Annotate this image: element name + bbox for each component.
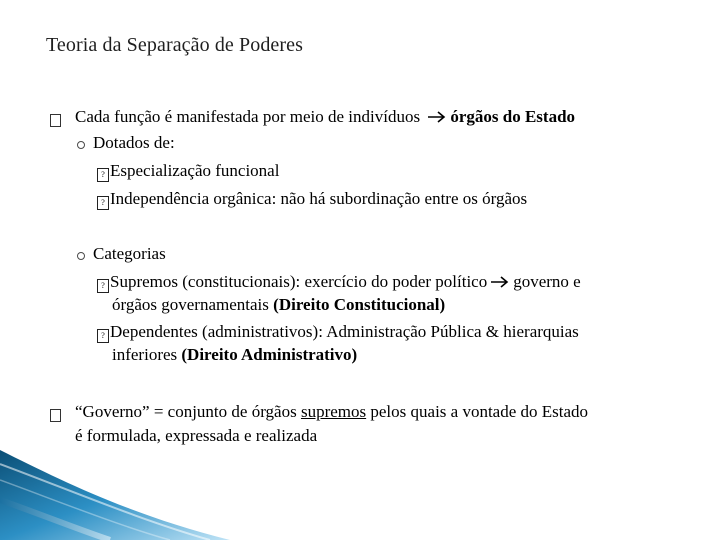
right-arrow-icon bbox=[427, 111, 447, 123]
categorias-label: Categorias bbox=[93, 244, 166, 263]
ring-bullet-icon bbox=[77, 252, 85, 260]
missing-glyph-icon: ? bbox=[97, 168, 109, 182]
categorias-item-2-line-2: inferiores (Direito Administrativo) bbox=[112, 345, 358, 364]
bullet-1 bbox=[75, 106, 575, 128]
page-title: Teoria da Separação de Poderes bbox=[46, 34, 304, 56]
decorative-swoosh bbox=[0, 450, 240, 540]
bullet-2-line-2: é formulada, expressada e realizada bbox=[75, 426, 318, 445]
categorias-item-1-line-2: órgãos governamentais (Direito Constitucional) bbox=[112, 295, 446, 314]
categorias-item-2-line-1: ? Dependentes (administrativos): Administração Pública & hierarquias bbox=[97, 321, 579, 343]
bullet-box-icon bbox=[50, 409, 61, 422]
dotados-item-1: ? Especialização funcional bbox=[97, 160, 279, 182]
missing-glyph-icon: ? bbox=[97, 196, 109, 210]
bullet-1-text: Cada função é manifestada por meio de indivíduos bbox=[75, 107, 421, 126]
missing-glyph-icon: ? bbox=[97, 329, 109, 343]
bullet-2-line-1: “Governo” = conjunto de órgãos supremos pelos quais a vontade do Estado bbox=[75, 402, 589, 421]
dotados-item-2: ? Independência orgânica: não há subordinação entre os órgãos bbox=[97, 188, 527, 210]
categorias-item-1-line-1: ? Supremos (constitucionais): exercício do poder político governo e bbox=[97, 271, 581, 293]
missing-glyph-icon: ? bbox=[97, 279, 109, 293]
supremos-underlined: supremos bbox=[300, 402, 367, 421]
direito-constitucional: (Direito Constitucional) bbox=[273, 295, 446, 314]
dotados-label: Dotados de: bbox=[93, 133, 175, 152]
ring-bullet-icon bbox=[77, 141, 85, 149]
direito-administrativo: (Direito Administrativo) bbox=[181, 345, 358, 364]
bullet-1-target: órgãos do Estado bbox=[450, 107, 576, 126]
right-arrow-icon bbox=[490, 276, 510, 288]
bullet-box-icon bbox=[50, 114, 61, 127]
